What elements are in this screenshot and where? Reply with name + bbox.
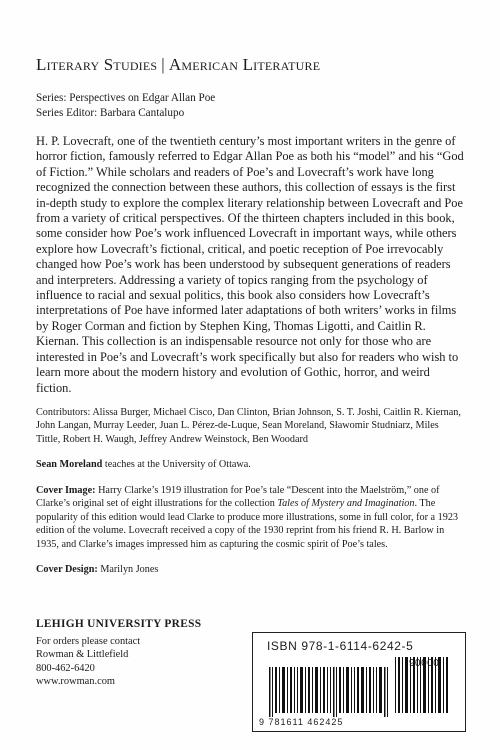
series-info bbox=[36, 91, 464, 120]
back-cover bbox=[36, 55, 464, 587]
cover-design-credit bbox=[36, 563, 464, 577]
editor-bio bbox=[36, 458, 464, 472]
isbn-barcode bbox=[252, 632, 466, 732]
publisher-distributor: Rowman & Littlefield bbox=[36, 649, 129, 661]
category-heading bbox=[36, 55, 464, 75]
cover-image-book-title: Tales of Mystery and Imagination bbox=[277, 498, 415, 510]
publisher-phone: 800-462-6420 bbox=[36, 662, 95, 674]
cover-image-label: Cover Image: bbox=[36, 484, 96, 496]
editor-bio-text: teaches at the University of Ottawa. bbox=[102, 459, 251, 471]
cover-design-name: Marilyn Jones bbox=[97, 564, 159, 576]
publisher-orders: For orders please contact bbox=[36, 635, 141, 647]
barcode-bars bbox=[267, 657, 453, 717]
cover-design-label: Cover Design: bbox=[36, 564, 98, 576]
isbn-number: ISBN 978-1-6114-6242-5 bbox=[267, 639, 414, 653]
cover-image-credit bbox=[36, 484, 464, 552]
cover-image-text-b: . The popularity of this edition would lead Clarke to produce more illustrations, some in full color, for a 1923 edition of the volume. Lovecraft received a copy of the 1930 reprint from his friend R. H. Barlow in 1935, and Clarke’s images impressed him as capturing the cosmic spirit of Poe’s tales. bbox=[36, 498, 459, 550]
publisher-block bbox=[36, 618, 201, 689]
editor-name: Sean Moreland bbox=[36, 459, 103, 471]
publisher-name: LEHIGH UNIVERSITY PRESS bbox=[36, 618, 202, 630]
publisher-website: www.rowman.com bbox=[36, 676, 115, 688]
series-title: Series: Perspectives on Edgar Allan Poe bbox=[36, 92, 216, 104]
contributors-list: Contributors: Alissa Burger, Michael Cisco, Dan Clinton, Brian Johnson, S. T. Joshi, Caitlin R. Kiernan, John Langan, Murray Leeder, Juan L. Pérez-de-Luque, Sean Moreland, Sławomir Studniarz, Miles Tittle, Robert H. Waugh, Jeffrey Andrew Weinstock, Ben Woodard bbox=[36, 406, 461, 445]
cover-image-text-a: Harry Clarke’s 1919 illustration for Poe’s tale “Descent into the Maelström,” one of Clarke’s original set of eight illustrations for the collection bbox=[36, 484, 440, 510]
category-literary-studies: Literary Studies bbox=[36, 55, 158, 74]
barcode-digits: 9 781611 462425 bbox=[259, 717, 344, 727]
book-description: H. P. Lovecraft, one of the twentieth century’s most important writers in the genre of horror fiction, famously referred to Edgar Allan Poe as both his “model” and his “God of Fiction.” While scholars and readers of Poe’s and Lovecraft’s work have long recognized the connection between these authors, this collection of essays is the first in-depth study to explore the complex literary relationship between Lovecraft and Poe from a variety of critical perspectives. Of the thirteen chapters included in this book, some consider how Poe’s work influenced Lovecraft in important ways, while others explore how Lovecraft’s fictional, critical, and poetic reception of Poe irrevocably changed how Poe’s work has been understood by subsequent generations of readers and interpreters. Addressing a variety of topics ranging from the psychology of influence to racial and sexual politics, this book also considers how Lovecraft’s interpretations of Poe have informed later adaptations of both writers’ works in films by Roger Corman and fiction by Stephen King, Thomas Ligotti, and Caitlin R. Kiernan. This collection is an indispensable resource not only for those who are interested in Poe’s and Lovecraft’s work specifically but also for readers who wish to learn more about the modern history and evolution of Gothic, horror, and weird fiction. bbox=[36, 134, 464, 395]
category-separator: | bbox=[161, 55, 165, 74]
series-editor: Series Editor: Barbara Cantalupo bbox=[36, 106, 185, 119]
category-american-literature: American Literature bbox=[168, 55, 321, 74]
